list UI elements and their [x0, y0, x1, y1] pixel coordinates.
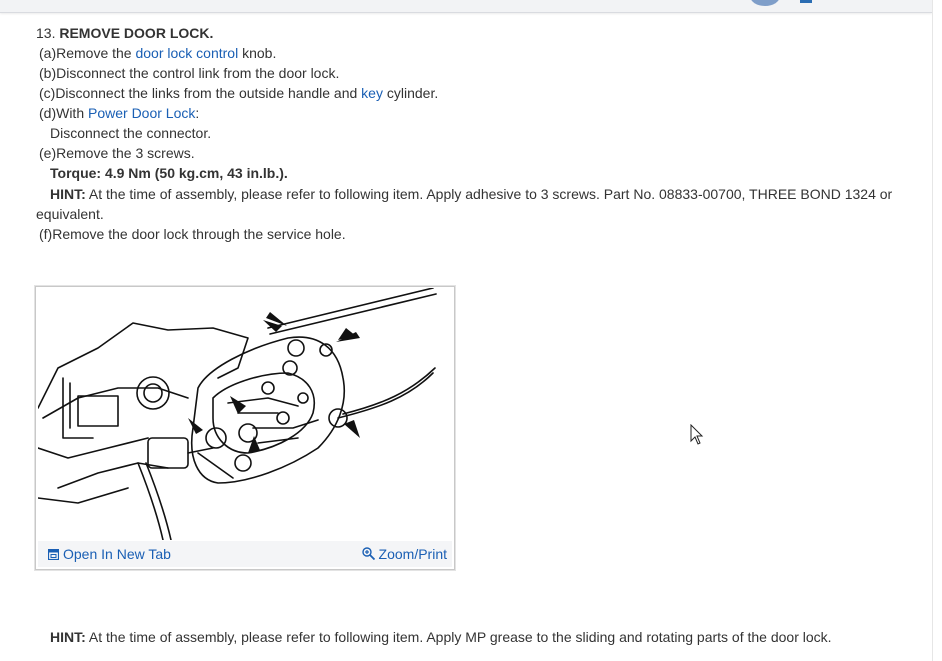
instruction-a-suffix: knob. [238, 45, 277, 61]
hint-grease [50, 627, 832, 647]
door-lock-figure [35, 286, 455, 570]
hint-label: HINT: [50, 186, 86, 202]
door-lock-control-link[interactable]: door lock control [135, 45, 239, 61]
avatar[interactable] [750, 0, 780, 6]
instruction-d-sub: Disconnect the connector. [50, 125, 212, 141]
open-in-new-tab-label: Open In New Tab [63, 546, 171, 562]
open-tab-icon [48, 549, 59, 560]
instruction-e: (e)Remove the 3 screws. [39, 145, 195, 161]
zoom-print-label: Zoom/Print [378, 546, 447, 562]
instruction-a [36, 43, 916, 63]
top-toolbar [0, 0, 932, 13]
instruction-f: (f)Remove the door lock through the service hole. [39, 226, 346, 242]
bottom-hint-text: At the time of assembly, please refer to following item. Apply MP grease to the sliding and rotating parts of the door lock. [85, 629, 832, 645]
power-door-lock-link[interactable]: Power Door Lock [88, 105, 196, 121]
document-icon[interactable] [800, 0, 822, 4]
instruction-d-suffix: : [195, 105, 200, 121]
step-heading [36, 23, 916, 43]
step-title: REMOVE DOOR LOCK. [59, 25, 214, 41]
scrollbar[interactable] [932, 0, 942, 661]
torque-spec: Torque: 4.9 Nm (50 kg.cm, 43 in.lb.). [50, 165, 288, 181]
bottom-hint-label: HINT: [50, 629, 86, 645]
instruction-a-prefix: (a)Remove the [39, 45, 136, 61]
procedure-content [36, 23, 916, 244]
instruction-b: (b)Disconnect the control link from the door lock. [39, 65, 340, 81]
hint-adhesive [36, 184, 906, 224]
step-number: 13. [36, 25, 56, 41]
instruction-d-prefix: (d)With [39, 105, 88, 121]
door-lock-illustration[interactable] [38, 288, 452, 540]
zoom-icon [362, 547, 375, 560]
figure-footer [38, 541, 452, 567]
open-in-new-tab-button[interactable] [48, 546, 171, 562]
instruction-c [36, 83, 916, 103]
instruction-d [36, 103, 916, 123]
zoom-print-button[interactable] [362, 546, 447, 562]
instruction-c-suffix: cylinder. [382, 85, 439, 101]
instruction-c-prefix: (c)Disconnect the links from the outside handle and [39, 85, 362, 101]
key-link[interactable]: key [361, 85, 383, 101]
mouse-cursor-icon [690, 424, 704, 446]
hint-text: At the time of assembly, please refer to following item. Apply adhesive to 3 screws. Part No. 08833-00700, THREE BOND 1324 or equivalent. [36, 186, 893, 222]
